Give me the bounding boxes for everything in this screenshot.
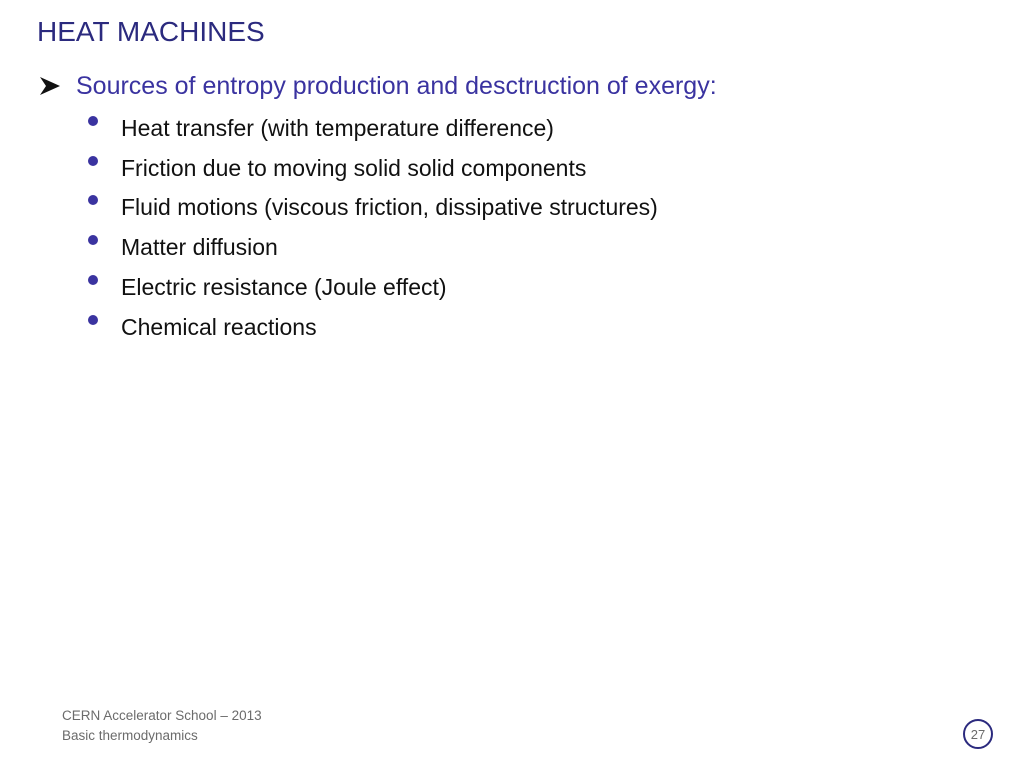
- list-item-text: Fluid motions (viscous friction, dissipative structures): [121, 194, 658, 221]
- slide-title: HEAT MACHINES: [37, 16, 265, 47]
- list-item-text: Chemical reactions: [121, 313, 317, 340]
- main-point-text: Sources of entropy production and desctruction of exergy:: [76, 72, 717, 100]
- footer: [62, 706, 262, 746]
- list-item: [88, 188, 658, 228]
- list-item-text: Friction due to moving solid solid components: [121, 154, 587, 181]
- list-item: [88, 307, 658, 347]
- bullet-dot-icon: [88, 156, 98, 166]
- page-number-badge: 27: [963, 719, 993, 749]
- bullet-dot-icon: [88, 315, 98, 325]
- bullet-dot-icon: [88, 235, 98, 245]
- list-item: [88, 148, 658, 188]
- footer-line-course: CERN Accelerator School – 2013: [62, 708, 262, 723]
- list-item: [88, 108, 658, 148]
- list-item: [88, 227, 658, 267]
- main-point: [38, 68, 717, 104]
- bullet-dot-icon: [88, 275, 98, 285]
- list-item-text: Electric resistance (Joule effect): [121, 274, 447, 301]
- list-item-text: Heat transfer (with temperature difference): [121, 114, 554, 141]
- bullet-dot-icon: [88, 116, 98, 126]
- bullet-dot-icon: [88, 195, 98, 205]
- bullet-list: [88, 108, 658, 347]
- list-item: [88, 267, 658, 307]
- arrow-bullet-icon: [38, 74, 62, 98]
- footer-line-topic: Basic thermodynamics: [62, 728, 198, 743]
- list-item-text: Matter diffusion: [121, 234, 278, 261]
